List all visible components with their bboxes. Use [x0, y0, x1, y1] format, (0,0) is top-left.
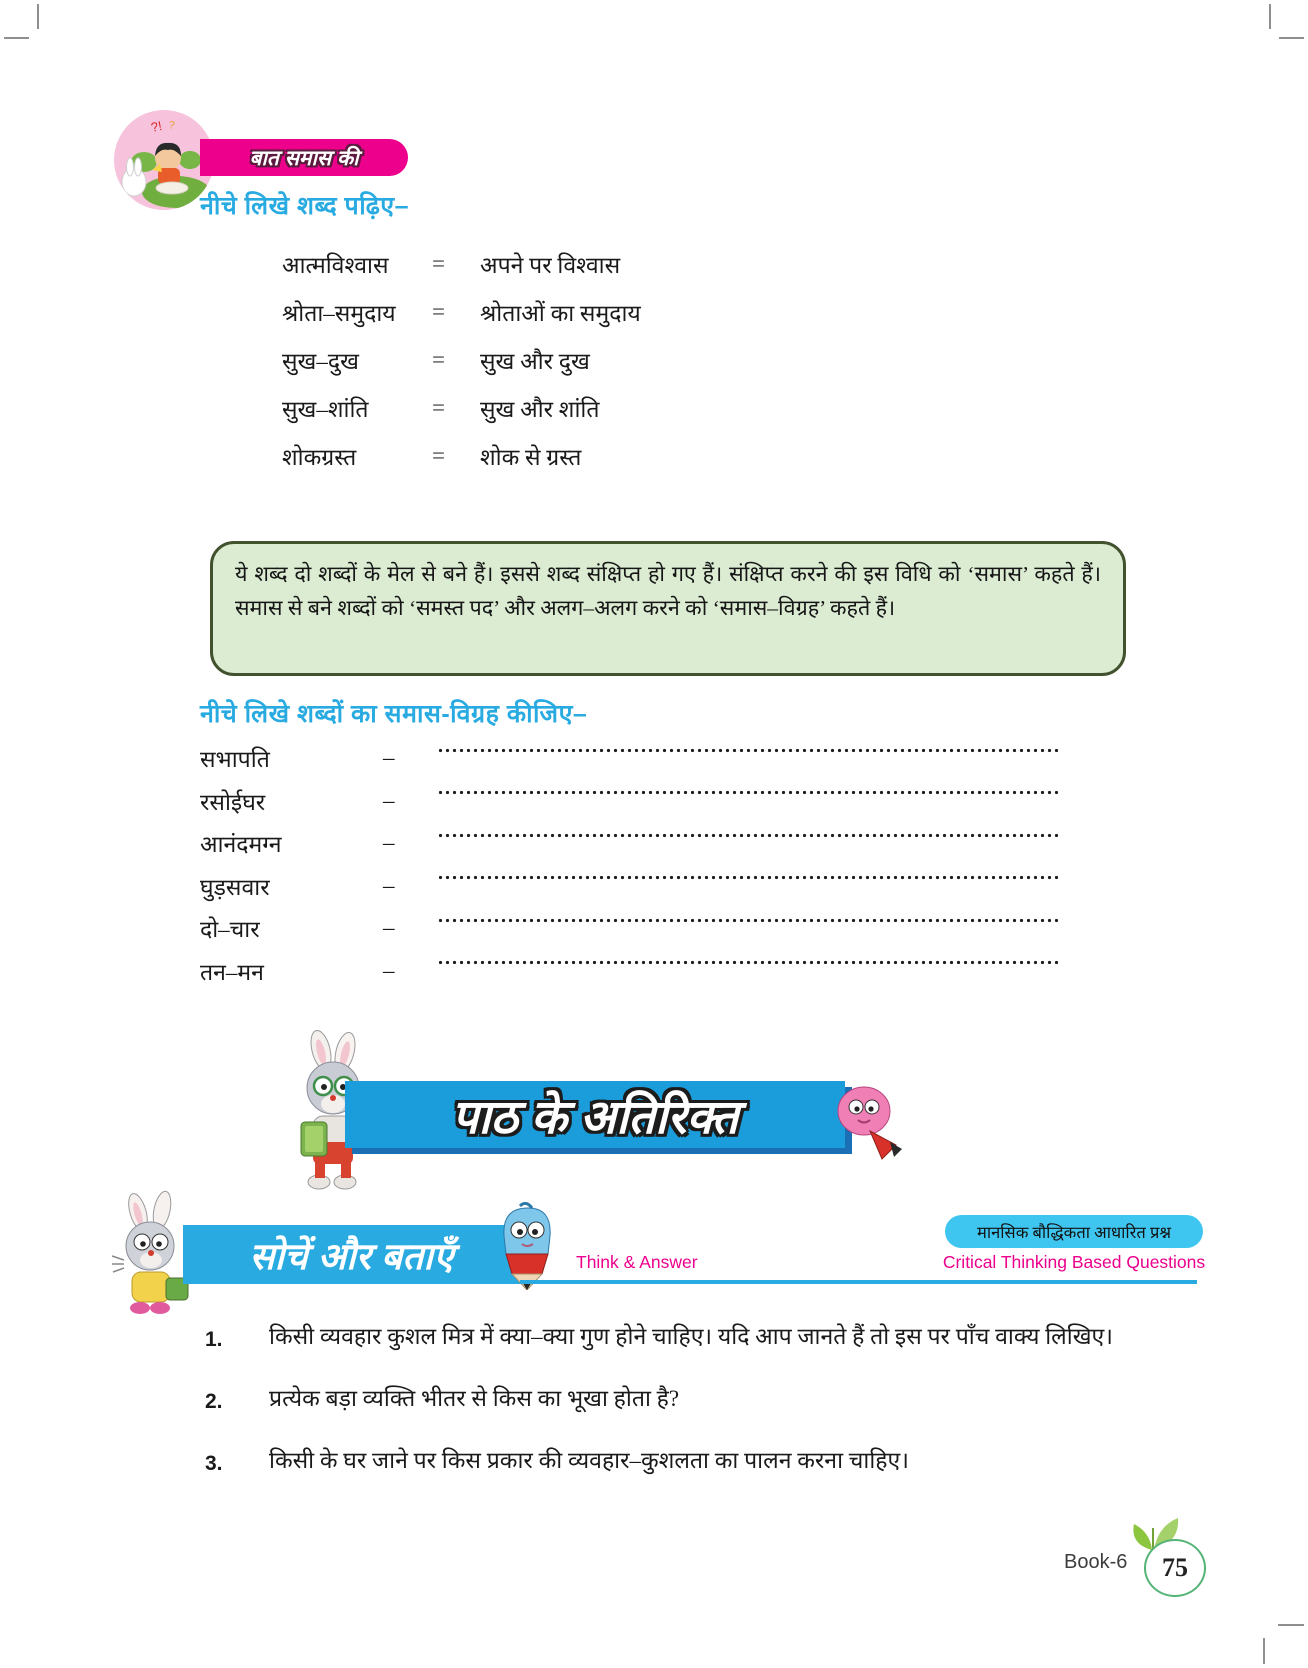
exercise-row [200, 737, 1060, 780]
question-row [205, 1318, 1115, 1358]
word-pairs-list [282, 240, 641, 480]
section-title-badge-label: बात समास की [249, 146, 359, 170]
crop-mark-top-left-v [37, 4, 39, 29]
word-pair-row [282, 336, 641, 384]
dash-symbol: – [383, 957, 395, 983]
question-row [205, 1442, 1115, 1482]
exercise-row [200, 907, 1060, 950]
equals-symbol: = [432, 395, 445, 420]
dash-symbol: – [383, 787, 395, 813]
exercise-word: सभापति [200, 747, 270, 773]
exercise-word: रसोईघर [200, 789, 266, 815]
crop-mark-top-left-h [4, 37, 29, 39]
question-text: किसी के घर जाने पर किस प्रकार की व्यवहार–कुशलता का पालन करना चाहिए। [269, 1448, 909, 1473]
compound-word: शोकग्रस्त [282, 445, 357, 470]
pink-pencil-character [830, 1085, 908, 1167]
answer-blank-line[interactable] [437, 833, 1060, 838]
question-text: किसी व्यवहार कुशल मित्र में क्या–क्या गुण होने चाहिए। यदि आप जानते हैं तो इस पर पाँच वाक्य लिखिए। [269, 1324, 1113, 1349]
samas-definition-box [210, 541, 1126, 676]
page-number: 75 [1162, 1553, 1188, 1582]
blue-pencil-character [490, 1202, 564, 1290]
crop-mark-top-right-h [1279, 37, 1304, 39]
svg-text:?: ? [167, 119, 176, 133]
equals-symbol: = [432, 347, 445, 372]
boy-and-rabbit-illustration [114, 110, 214, 210]
compound-word: आत्मविश्वास [282, 253, 389, 278]
equals-symbol: = [432, 299, 445, 324]
samas-vigrah-exercise-list [200, 737, 1060, 992]
exercise-word: तन–मन [200, 959, 264, 985]
word-pair-row [282, 240, 641, 288]
answer-blank-line[interactable] [437, 960, 1060, 965]
word-meaning: सुख और दुख [480, 349, 590, 374]
word-pair-row [282, 288, 641, 336]
answer-blank-line[interactable] [437, 748, 1060, 753]
read-words-heading: नीचे लिखे शब्द पढ़िए– [200, 192, 410, 220]
answer-blank-line[interactable] [437, 918, 1060, 923]
dash-symbol: – [383, 915, 395, 941]
question-number: 2. [205, 1390, 223, 1413]
crop-mark-top-right-v [1269, 4, 1271, 29]
exercise-word: आनंदमग्न [200, 832, 282, 858]
answer-blank-line[interactable] [437, 790, 1060, 795]
think-answer-banner [183, 1225, 520, 1284]
question-text: प्रत्येक बड़ा व्यक्ति भीतर से किस का भूखा होता है? [269, 1386, 680, 1411]
dash-symbol: – [383, 830, 395, 856]
answer-blank-line[interactable] [437, 875, 1060, 880]
equals-symbol: = [432, 443, 445, 468]
word-meaning: श्रोताओं का समुदाय [480, 301, 641, 326]
compound-word: सुख–दुख [282, 349, 359, 374]
compound-word: श्रोता–समुदाय [282, 301, 396, 326]
critical-thinking-caption-english: Critical Thinking Based Questions [942, 1252, 1206, 1272]
section-divider-line [520, 1280, 1197, 1284]
question-number: 3. [205, 1452, 223, 1475]
equals-symbol: = [432, 251, 445, 276]
exercise-word: घुड़सवार [200, 874, 270, 900]
exercise-row [200, 780, 1060, 823]
word-pair-row [282, 432, 641, 480]
crop-mark-bottom-right-h [1278, 1624, 1304, 1626]
dash-symbol: – [383, 745, 395, 771]
book-label: Book-6 [1064, 1551, 1128, 1573]
samas-definition-text: ये शब्द दो शब्दों के मेल से बने हैं। इससे शब्द संक्षिप्त हो गए हैं। संक्षिप्त करने की इस विधि को ‘समास’ कहते हैं। समास से बने शब्दों को ‘समस्त पद’ और अलग–अलग करने को ‘समास–विग्रह’ कहते हैं। [235, 562, 1101, 620]
question-row [205, 1380, 1115, 1420]
page-number-circle [1144, 1539, 1206, 1597]
word-meaning: अपने पर विश्वास [480, 253, 621, 278]
exercise-word: दो–चार [200, 917, 260, 943]
path-ke-atirikt-banner-title: पाठ के अतिरिक्त [451, 1089, 739, 1143]
compound-word: सुख–शांति [282, 397, 369, 422]
dash-symbol: – [383, 872, 395, 898]
exercise-row [200, 950, 1060, 993]
question-number: 1. [205, 1328, 223, 1351]
word-meaning: शोक से ग्रस्त [480, 445, 582, 470]
word-pair-row [282, 384, 641, 432]
critical-thinking-badge-hindi: मानसिक बौद्धिकता आधारित प्रश्न [945, 1215, 1203, 1248]
exercise-heading: नीचे लिखे शब्दों का समास-विग्रह कीजिए– [200, 700, 588, 728]
questions-list [205, 1318, 1115, 1482]
word-meaning: सुख और शांति [480, 397, 600, 422]
exercise-row [200, 822, 1060, 865]
exercise-row [200, 865, 1060, 908]
header-illustration [114, 110, 214, 210]
section-title-badge [200, 139, 408, 176]
think-answer-banner-title: सोचें और बताएँ [249, 1236, 454, 1277]
svg-text:?!: ?! [149, 118, 164, 135]
path-ke-atirikt-banner [345, 1081, 845, 1148]
think-answer-caption: Think & Answer [576, 1252, 698, 1272]
crop-mark-bottom-right-v [1263, 1638, 1265, 1664]
